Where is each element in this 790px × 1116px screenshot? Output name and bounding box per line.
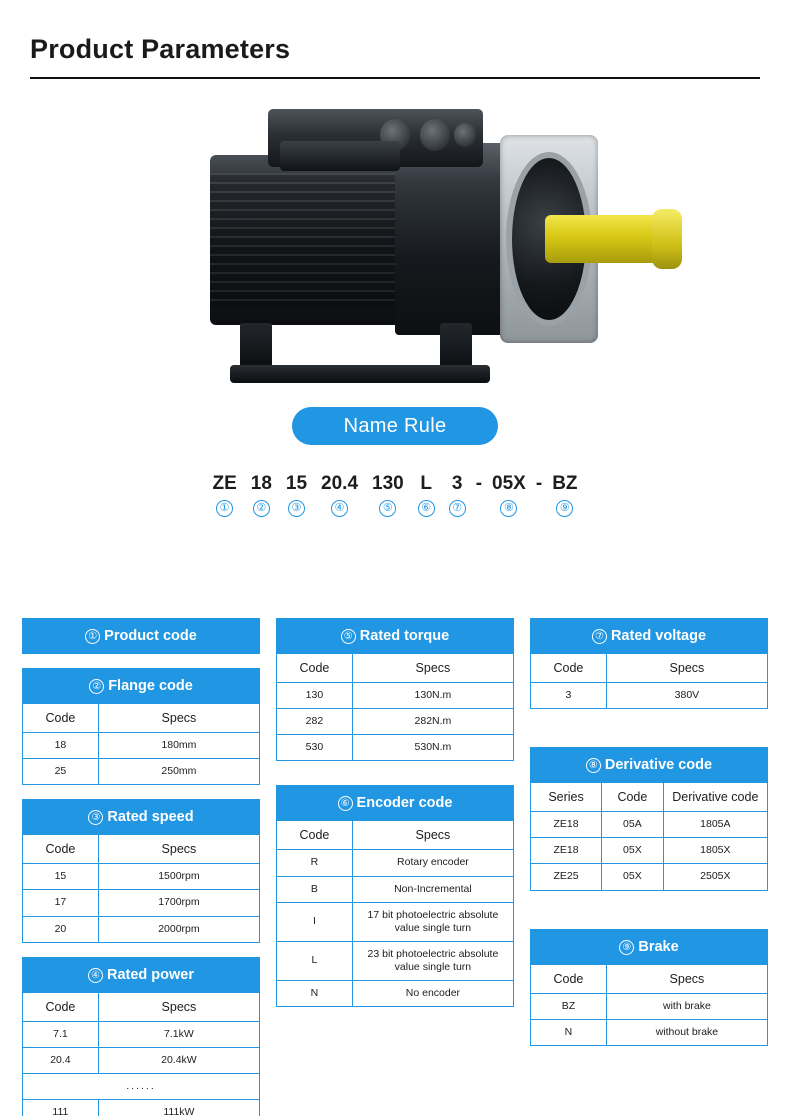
table-row [23, 1047, 260, 1073]
cell-derivative: 2505X [663, 864, 767, 890]
connector-port-icon [420, 119, 450, 151]
column-header: Code [602, 783, 664, 812]
table-row [277, 735, 514, 761]
column-header: Specs [98, 992, 259, 1021]
code-separator: - [475, 473, 483, 494]
cell-spec: 1500rpm [98, 864, 259, 890]
table-title-label: Rated torque [359, 628, 450, 644]
motor-cable [280, 141, 400, 171]
table-row [23, 1021, 260, 1047]
cell-code: N [531, 1019, 607, 1045]
table-title [23, 800, 260, 835]
table-row [23, 916, 260, 942]
cell-code: R [277, 850, 353, 876]
column-header: Specs [352, 821, 513, 850]
table-row [277, 981, 514, 1007]
cell-spec: 23 bit photoelectric absolute value single turn [352, 941, 513, 980]
code-index: ③ [288, 500, 305, 517]
cell-code: 3 [531, 683, 607, 709]
cell-series: ZE18 [531, 812, 602, 838]
column-header: Code [277, 821, 353, 850]
spec-column-left [22, 618, 260, 1116]
table-title [23, 669, 260, 704]
column-header: Series [531, 783, 602, 812]
table-index: ⑨ [619, 940, 634, 955]
cell-derivative: 1805A [663, 812, 767, 838]
table-index: ① [85, 629, 100, 644]
cell-code: 25 [23, 759, 99, 785]
page-header [0, 0, 790, 79]
code-segment-6 [411, 473, 442, 517]
code-text: 3 [451, 473, 463, 494]
column-header: Specs [352, 654, 513, 683]
table-row [23, 1100, 260, 1116]
table-title-label: Product code [104, 628, 197, 644]
code-text: 05X [492, 473, 526, 494]
table-row [277, 941, 514, 980]
page-title: Product Parameters [30, 34, 291, 64]
cell-spec: 20.4kW [98, 1047, 259, 1073]
table-row [531, 993, 768, 1019]
cell-series: ZE25 [531, 864, 602, 890]
cell-spec: 17 bit photoelectric absolute value single turn [352, 902, 513, 941]
table-title [277, 619, 514, 654]
code-index: ⑤ [379, 500, 396, 517]
table-row [277, 902, 514, 941]
code-segment-2 [244, 473, 279, 517]
code-text: BZ [552, 473, 578, 494]
code-text: 15 [285, 473, 308, 494]
header-divider [30, 77, 760, 79]
cell-code: 18 [23, 733, 99, 759]
cell-spec: 250mm [98, 759, 259, 785]
name-rule-section [0, 407, 790, 445]
cell-code: 05X [602, 838, 664, 864]
cell-code: 282 [277, 709, 353, 735]
code-text: 20.4 [321, 473, 359, 494]
code-text: 130 [372, 473, 404, 494]
code-separator: - [535, 473, 543, 494]
table-index: ⑤ [341, 629, 356, 644]
product-image [0, 85, 790, 405]
table-derivative-code [530, 747, 768, 890]
table-row [531, 838, 768, 864]
cell-code: L [277, 941, 353, 980]
code-index: ⑥ [418, 500, 435, 517]
cell-code: 05A [602, 812, 664, 838]
table-row [23, 864, 260, 890]
cell-spec: without brake [606, 1019, 767, 1045]
code-index: ⑦ [449, 500, 466, 517]
code-text: ZE [212, 473, 237, 494]
code-segment-5 [365, 473, 411, 517]
model-code-breakdown [0, 473, 790, 517]
cell-code: 17 [23, 890, 99, 916]
table-title-label: Rated power [106, 966, 194, 983]
cell-spec: 380V [606, 683, 767, 709]
table-title-label: Flange code [108, 678, 193, 694]
table-brake [530, 929, 768, 1046]
cell-spec: Non-Incremental [352, 876, 513, 902]
motor-shaft-cap [652, 209, 682, 269]
table-title-label: Rated speed [107, 809, 194, 826]
cell-code: 530 [277, 735, 353, 761]
table-flange-code [22, 668, 260, 785]
table-title [531, 748, 768, 783]
code-index: ② [253, 500, 270, 517]
table-row [277, 876, 514, 902]
cell-code: 15 [23, 864, 99, 890]
servo-motor-illustration [200, 95, 590, 395]
cell-series: ZE18 [531, 838, 602, 864]
cell-spec: 530N.m [352, 735, 513, 761]
table-title [531, 619, 768, 654]
cell-code: 20 [23, 916, 99, 942]
table-index: ② [89, 679, 104, 694]
table-title [23, 619, 260, 654]
table-index: ⑦ [592, 629, 607, 644]
cell-spec: No encoder [352, 981, 513, 1007]
cell-code: 05X [602, 864, 664, 890]
spec-tables-grid [22, 618, 770, 1116]
cell-code: BZ [531, 993, 607, 1019]
table-title [531, 929, 768, 964]
table-index: ④ [88, 968, 103, 983]
code-segment-1 [205, 473, 243, 517]
name-rule-badge: Name Rule [292, 407, 498, 445]
column-header: Code [531, 964, 607, 993]
table-row [531, 1019, 768, 1045]
column-header: Code [23, 704, 99, 733]
cell-code: B [277, 876, 353, 902]
code-segment-9 [545, 473, 584, 517]
column-header: Derivative code [663, 783, 767, 812]
table-rated-voltage [530, 618, 768, 709]
table-row [277, 683, 514, 709]
cell-spec: 2000rpm [98, 916, 259, 942]
table-row [531, 683, 768, 709]
cell-spec: 282N.m [352, 709, 513, 735]
cell-spec: 180mm [98, 733, 259, 759]
table-title [277, 786, 514, 821]
cell-spec: 1700rpm [98, 890, 259, 916]
code-index: ⑧ [500, 500, 517, 517]
table-index: ③ [88, 810, 103, 825]
table-title [23, 957, 260, 992]
cell-ellipsis: ...... [23, 1073, 260, 1099]
spec-column-middle [276, 618, 514, 1116]
connector-port-icon [454, 123, 476, 147]
motor-body [210, 155, 410, 325]
table-index: ⑧ [586, 758, 601, 773]
cell-spec: 7.1kW [98, 1021, 259, 1047]
column-header: Code [531, 654, 607, 683]
motor-base-plate [230, 365, 490, 383]
cell-code: N [277, 981, 353, 1007]
spec-column-right [530, 618, 768, 1116]
cell-code: 130 [277, 683, 353, 709]
code-segment-7 [442, 473, 473, 517]
column-header: Code [277, 654, 353, 683]
table-title-label: Brake [638, 938, 679, 955]
table-index: ⑥ [338, 796, 353, 811]
table-title-label: Rated voltage [610, 628, 707, 644]
table-row [531, 812, 768, 838]
table-rated-speed [22, 799, 260, 942]
column-header: Specs [98, 835, 259, 864]
code-index: ⑨ [556, 500, 573, 517]
motor-foot [240, 323, 272, 369]
table-row [277, 850, 514, 876]
code-text: L [420, 473, 433, 494]
cell-code: 111 [23, 1100, 99, 1116]
table-title-label: Derivative code [604, 757, 713, 774]
column-header: Code [23, 992, 99, 1021]
cell-spec: with brake [606, 993, 767, 1019]
code-segment-3 [279, 473, 314, 517]
table-title-label: Encoder code [356, 795, 453, 812]
code-index: ① [216, 500, 233, 517]
table-row [23, 890, 260, 916]
column-header: Specs [606, 654, 767, 683]
code-text: 18 [250, 473, 272, 494]
code-segment-4 [314, 473, 365, 517]
cell-code: 7.1 [23, 1021, 99, 1047]
cell-spec: 130N.m [352, 683, 513, 709]
column-header: Specs [606, 964, 767, 993]
cell-spec: Rotary encoder [352, 850, 513, 876]
cell-derivative: 1805X [663, 838, 767, 864]
column-header: Specs [98, 704, 259, 733]
table-row [23, 759, 260, 785]
table-row [23, 733, 260, 759]
table-encoder-code [276, 785, 514, 1007]
code-index: ④ [331, 500, 348, 517]
cell-spec: 111kW [98, 1100, 259, 1116]
table-product-code [22, 618, 260, 654]
cell-code: 20.4 [23, 1047, 99, 1073]
table-row [531, 864, 768, 890]
cell-code: I [277, 902, 353, 941]
column-header: Code [23, 835, 99, 864]
table-row [23, 1073, 260, 1099]
table-rated-power [22, 957, 260, 1116]
code-segment-8 [485, 473, 533, 517]
table-rated-torque [276, 618, 514, 761]
table-row [277, 709, 514, 735]
